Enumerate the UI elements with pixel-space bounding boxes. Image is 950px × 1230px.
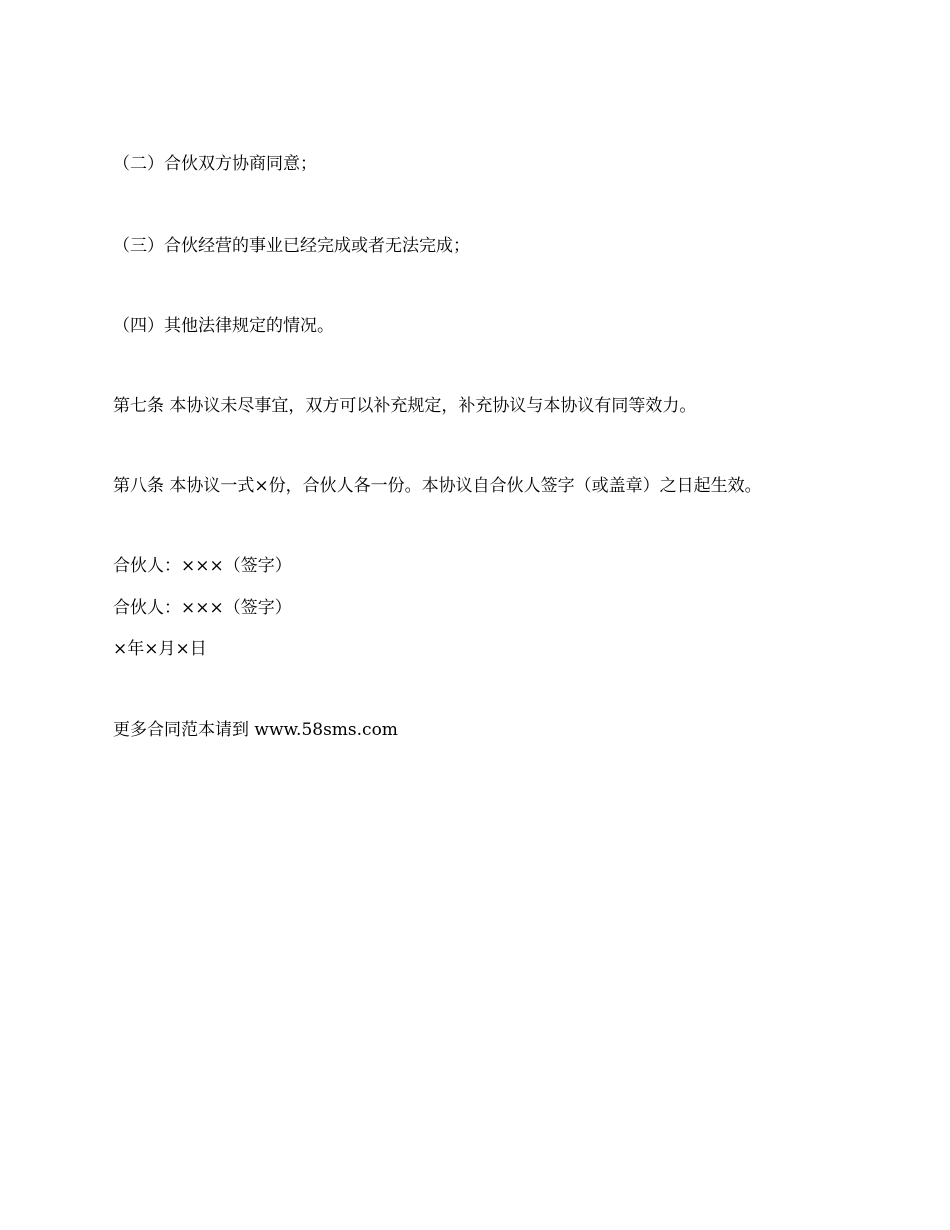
clause-item-3: （三）合伙经营的事业已经完成或者无法完成； [113, 236, 470, 256]
footer-note: 更多合同范本请到 www.58sms.com [113, 720, 398, 740]
clause-item-4: （四）其他法律规定的情况。 [113, 316, 334, 336]
signature-partner-1: 合伙人：×××（签字） [113, 556, 292, 576]
article-8: 第八条 本协议一式×份，合伙人各一份。本协议自合伙人签字（或盖章）之日起生效。 [113, 476, 762, 496]
signature-partner-2: 合伙人：×××（签字） [113, 598, 292, 618]
clause-item-2: （二）合伙双方协商同意； [113, 154, 317, 174]
signature-date: ×年×月×日 [113, 639, 207, 659]
article-7: 第七条 本协议未尽事宜，双方可以补充规定，补充协议与本协议有同等效力。 [113, 396, 697, 416]
